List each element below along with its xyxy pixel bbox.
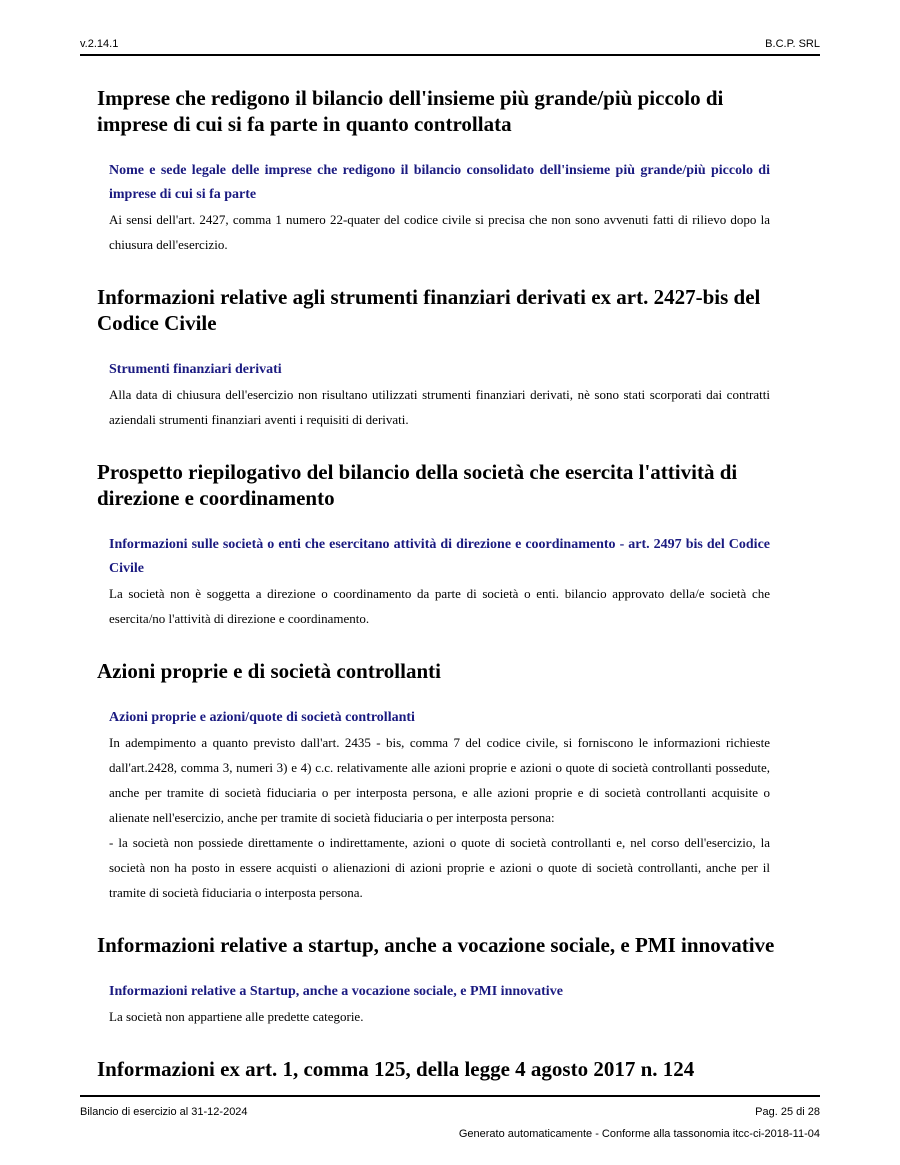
section-title: Azioni proprie e di società controllanti (97, 659, 441, 683)
subsection-title: Informazioni sulle società o enti che esercitano attività di direzione e coordinamento - art. 2497 bis del Codice Civile (109, 537, 770, 576)
page-number: Pag. 25 di 28 (755, 1106, 820, 1118)
subsection-title: Nome e sede legale delle imprese che redigono il bilancio consolidato dell'insieme più grande/più piccolo di imprese di cui si fa parte (109, 163, 770, 202)
footer-divider (80, 1095, 820, 1097)
subsection (109, 533, 770, 631)
paragraph: Ai sensi dell'art. 2427, comma 1 numero 22-quater del codice civile si precisa che non sono avvenuti fatti di rilievo dopo la chiusura dell'esercizio. (109, 212, 770, 252)
section-title: Informazioni relative a startup, anche a vocazione sociale, e PMI innovative (97, 933, 775, 957)
document-body (97, 85, 787, 1104)
subsection-title: Azioni proprie e azioni/quote di società controllanti (109, 710, 415, 725)
section-imprese (97, 85, 787, 284)
paragraph: La società non è soggetta a direzione o coordinamento da parte di società o enti. bilancio approvato della/e società che esercita/no l'attività di direzione e coordinamento. (109, 586, 770, 626)
subsection (109, 980, 770, 1029)
section-title: Prospetto riepilogativo del bilancio della società che esercita l'attività di direzione e coordinamento (97, 460, 738, 510)
subsection-title: Informazioni relative a Startup, anche a vocazione sociale, e PMI innovative (109, 984, 563, 999)
header-divider (80, 54, 820, 56)
section-legge-124 (97, 1056, 787, 1082)
section-title: Informazioni relative agli strumenti finanziari derivati ex art. 2427-bis del Codice Civile (97, 285, 761, 335)
subsection-title: Strumenti finanziari derivati (109, 362, 282, 377)
paragraph: - la società non possiede direttamente o indirettamente, azioni o quote di società controllanti e, nel corso dell'esercizio, la società non ha posto in essere acquisti o alienazioni di azioni proprie e azioni o quote di società controllanti, anche per il tramite di società fiduciaria o interposta persona. (109, 835, 770, 900)
version-label: v.2.14.1 (80, 38, 119, 50)
company-name: B.C.P. SRL (765, 38, 820, 50)
paragraph: Alla data di chiusura dell'esercizio non risultano utilizzati strumenti finanziari derivati, nè sono stati scorporati dai contratti aziendali strumenti finanziari aventi i requisiti di derivati. (109, 387, 770, 427)
section-azioni (97, 658, 787, 932)
page-header (80, 38, 820, 54)
section-startup (97, 932, 787, 1056)
footer-document-title: Bilancio di esercizio al 31-12-2024 (80, 1106, 248, 1118)
generation-note: Generato automaticamente - Conforme alla tassonomia itcc-ci-2018-11-04 (458, 1128, 820, 1140)
section-derivati (97, 284, 787, 459)
paragraph: In adempimento a quanto previsto dall'art. 2435 - bis, comma 7 del codice civile, si forniscono le informazioni richieste dall'art.2428, comma 3, numeri 3) e 4) c.c. relativamente alle azioni proprie e azioni o quote di società controllanti possedute, anche per tramite di società fiduciaria o per interposta persona, e alle azioni proprie e di società controllanti acquisite o alienate nell'esercizio, anche per tramite di società fiduciaria o per interposta persona: (109, 735, 770, 825)
paragraph: La società non appartiene alle predette categorie. (109, 1009, 364, 1024)
section-title: Informazioni ex art. 1, comma 125, della legge 4 agosto 2017 n. 124 (97, 1057, 695, 1081)
section-title: Imprese che redigono il bilancio dell'insieme più grande/più piccolo di imprese di cui si fa parte in quanto controllata (97, 86, 724, 136)
subsection (109, 706, 770, 905)
subsection (109, 159, 770, 257)
subsection (109, 358, 770, 432)
section-direzione (97, 459, 787, 658)
